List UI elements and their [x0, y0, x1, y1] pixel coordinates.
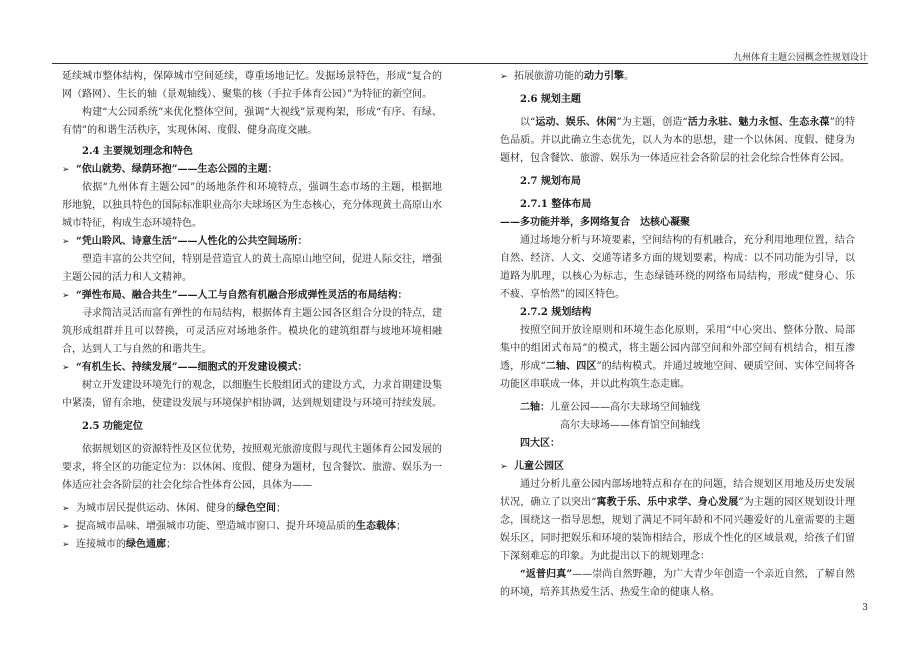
- arrow-bullet-icon: ➢: [62, 504, 70, 514]
- left-column: [62, 68, 442, 554]
- function-item-eco-carrier: ➢ 提高城市品味、增强城市功能、塑造城市窗口、提升环境品质的生态载体；: [62, 518, 442, 536]
- section-heading-2-6: 2.6 规划主题: [520, 94, 581, 105]
- bullet-ecology-body: 依据“九州体育主题公园”的场地条件和环境特点，强调生态市场的主题，根据地形地貌，以独具特色的国际标准职业高尔夫球场区为生态核心，充分体现黄土高原山水城市特征，构成生态环境特色。: [62, 182, 442, 229]
- arrow-bullet-icon: ➢: [500, 462, 508, 472]
- bullet-layout-title: ➢ “弹性布局、融合共生”——人工与自然有机融合形成弹性灵活的布局结构：: [62, 287, 442, 305]
- section-heading-2-5: 2.5 功能定位: [82, 421, 143, 432]
- bullet-growth-title: ➢ “有机生长、持续发展”——细胞式的开发建设模式：: [62, 359, 442, 377]
- overall-layout-subtitle: ——多功能并举，多网络复合 达核心凝聚: [500, 217, 690, 228]
- bullet-ecology-title: ➢ “依山就势、绿荫环抱”——生态公园的主题：: [62, 161, 442, 179]
- bullet-public-space-body: 塑造丰富的公共空间，特别是营造宜人的黄土高原山地空间，促进人际交往，增强主题公园的活力和人文精神。: [62, 254, 442, 283]
- function-item-green-corridor: ➢ 连接城市的绿色通廊；: [62, 536, 442, 554]
- arrow-bullet-icon: ➢: [62, 522, 70, 532]
- header-rule: [52, 63, 868, 64]
- structure-paragraph: 按照空间开放诠原则和环境生态化原则，采用“中心突出、整体分散、局部集中的组团式布局”的模式，将主题公园内部空间和外部空间有机结合，相互渗透，形成“二轴、四区”的结构模式。并通过坡地空间、硬质空间、实体空间将各功能区串联成一体，并以此构筑生态走廊。: [500, 325, 855, 390]
- bullet-public-space-title: ➢ “凭山聆风、诗意生活”——人性化的公共空间场所：: [62, 233, 442, 251]
- bullet-layout-body: 寻求简洁灵活而富有弹性的布局结构，根据体育主题公园各区组合分设的特点，建筑形成组群并且可以替换，可灵活应对场地条件。模块化的建筑组群与坡地环境相融合，达到人工与自然的和谐共生。: [62, 308, 442, 355]
- arrow-bullet-icon: ➢: [62, 237, 70, 247]
- overall-layout-paragraph: 通过场地分析与环境要素，空间结构的有机融合，充分利用地理位置，结合自然、经济、人文、交通等诸多方面的规划要素，构成：以不同功能为引导，以道路为肌理，以核心为标志，生态绿链环绕的网络布局结构，形成“健身心、乐不疲、享怡然”的园区特色。: [500, 235, 855, 300]
- return-to-nature-paragraph: “返普归真”——崇尚自然野趣，为广大青少年创造一个亲近自然，了解自然的环境，培养其热爱生活、热爱生命的健康人格。: [500, 569, 856, 598]
- intro-paragraph-2: 构建“大公园系统”来优化整体空间，强调“大视线”景观构架，形成“有序、有绿、有情”的和谐生活秩序，实现休闲、度假、健身高度交融。: [62, 107, 442, 136]
- zones-label: 四大区：: [520, 438, 560, 449]
- children-park-paragraph: 通过分析儿童公园内部场地特点和存在的问题，结合规划区用地及历史发展状况，确立了以突出“寓教于乐、乐中求学、身心发展”为主题的园区规划设计理念，围绕这一指导思想，规划了满足不同年龄和不同兴趣爱好的儿童需要的主题娱乐区，同时把娱乐和环境的装饰相结合，形成个性化的区域景观，给孩子们留下深刻难忘的印象。为此提出以下的规划理念：: [500, 479, 855, 562]
- axis-line-2: 高尔夫球场——体育馆空间轴线: [560, 420, 700, 431]
- arrow-bullet-icon: ➢: [62, 165, 70, 175]
- bullet-growth-body: 树立开发建设环境先行的观念，以细胞生长般组团式的建设方式，力求首期建设集中紧凑，留有余地，使建设发展与环境保护相协调，达到规划建设与环境可持续发展。: [62, 380, 442, 409]
- page-header: 九州体育主题公园概念性规划设计: [732, 53, 868, 63]
- children-park-heading: ➢ 儿童公园区: [500, 458, 855, 476]
- axis-line-1: 二轴：儿童公园——高尔夫球场空间轴线: [520, 402, 700, 413]
- theme-paragraph: 以“运动、娱乐、休闲”为主题，创造“活力永驻、魅力永恒、生态永葆”的特色品质。并以此确立生态优先，以人为本的思想，建一个以休闲、度假、健身为题材，包含餐饮、旅游、娱乐为一体适应社会各阶层的社会化综合性体育公园。: [500, 117, 855, 164]
- function-paragraph: 依据规划区的资源特性及区位优势，按照观光旅游度假与现代主题体育公园发展的要求，将全区的功能定位为：以休闲、度假、健身为题材，包含餐饮、旅游、娱乐为一体适应社会各阶层的社会化综合性体育公园，具体为——: [62, 444, 442, 491]
- section-heading-2-4: 2.4 主要规划理念和特色: [82, 146, 193, 157]
- page-number: 3: [862, 603, 868, 613]
- section-heading-2-7: 2.7 规划布局: [520, 176, 581, 187]
- arrow-bullet-icon: ➢: [62, 540, 70, 550]
- section-heading-2-7-1: 2.7.1 整体布局: [520, 199, 592, 210]
- intro-paragraph: 延续城市整体结构，保障城市空间延续，尊重场地记忆。发掘场景特色，形成“复合的网（路网）、生长的轴（景观轴线）、聚集的核（手拉手体育公园）”为特征的新空间。: [62, 71, 442, 100]
- arrow-bullet-icon: ➢: [500, 72, 508, 82]
- arrow-bullet-icon: ➢: [62, 291, 70, 301]
- function-item-green-space: ➢ 为城市居民提供运动、休闲、健身的绿色空间；: [62, 500, 442, 518]
- arrow-bullet-icon: ➢: [62, 363, 70, 373]
- section-heading-2-7-2: 2.7.2 规划结构: [520, 307, 592, 318]
- right-column: [500, 68, 855, 602]
- function-item-engine: ➢ 拓展旅游功能的动力引擎。: [500, 68, 855, 86]
